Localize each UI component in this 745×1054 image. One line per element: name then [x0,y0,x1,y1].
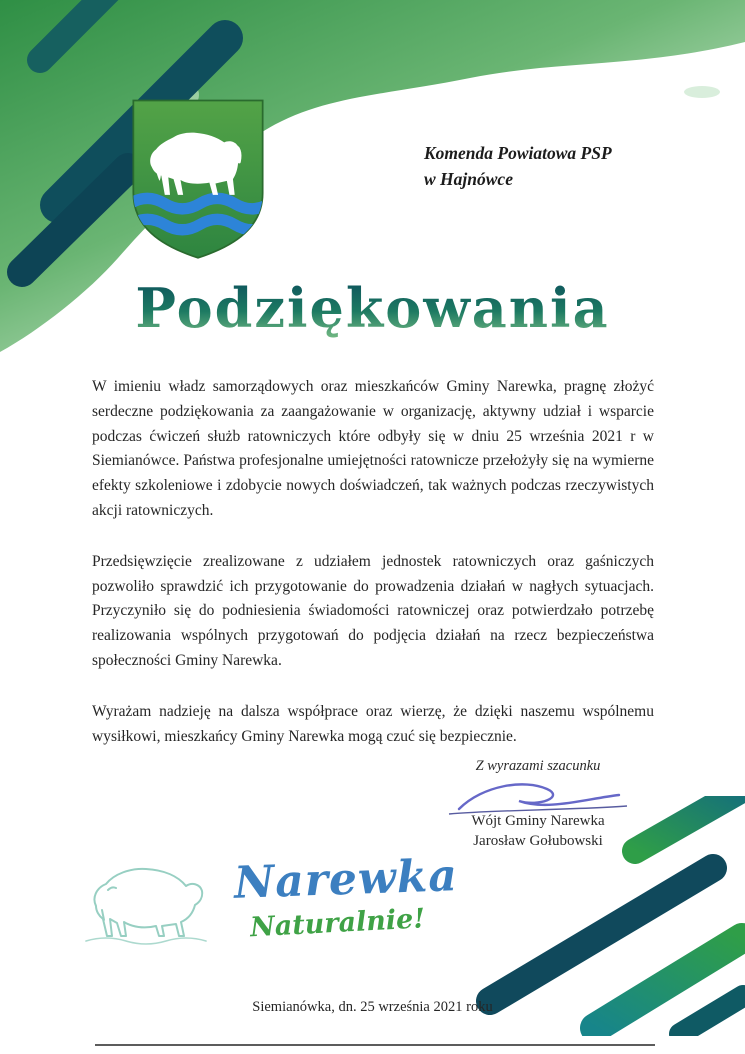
signer-role: Wójt Gminy Narewka [471,813,605,829]
paragraph-2: Przedsięwzięcie zrealizowane z udziałem jednostek ratowniczych oraz gaśniczych pozwoliło sprawdzić ich przygotowanie do prowadzenia działań w nagłych sytuacjach. Przyczyniło się do podniesienia świadomości ratowniczej oraz potwierdzało potrzebę realizowania wspólnych przygotowań do podjęcia działań na rzecz bezpieczeństwa społeczności Gminy Narewka. [92,552,654,669]
salutation: Z wyrazami szacunku [475,758,601,774]
recipient-block [424,140,612,193]
paragraph-1: W imieniu władz samorządowych oraz mieszkańców Gminy Narewka, pragnę złożyć serdeczne podziękowania za zaangażowanie w organizację, aktywny udział i wsparcie podczas ćwiczeń służb ratowniczych które odbyły się w dniu 25 września 2021 r w Siemianówce. Państwa profesjonalne umiejętności ratownicze przełożyły się na wymierne efekty szkoleniowe i zdobycie nowych doświadczeń, tak ważnych podczas rzeczywistych akcji ratowniczych. [92,378,654,519]
scan-artifact-line [95,1044,655,1046]
letter-title: Podziękowania [0,276,745,340]
logo-name: Narewka [233,850,459,909]
recipient-line1: Komenda Powiatowa PSP [424,143,612,163]
letter-body [92,375,654,775]
logo-wordmark [233,850,459,944]
signature-block [426,758,650,850]
narewka-logo [72,846,458,946]
bison-outline-icon [72,846,232,946]
signer-name: Jarosław Gołubowski [473,833,603,849]
scan-smudge [684,86,720,98]
bison-shield-icon [128,97,268,263]
recipient-line2: w Hajnówce [424,169,513,190]
dateline: Siemianówka, dn. 25 września 2021 roku [252,999,493,1015]
logo-tagline: Naturalnie! [249,903,426,944]
paragraph-3: Wyrażam nadzieję na dalsza współprace oraz wierzę, że dzięki naszemu wspólnemu wysiłkowi, mieszkańcy Gminy Narewka mogą czuć się bezpiecznie. [92,702,654,745]
